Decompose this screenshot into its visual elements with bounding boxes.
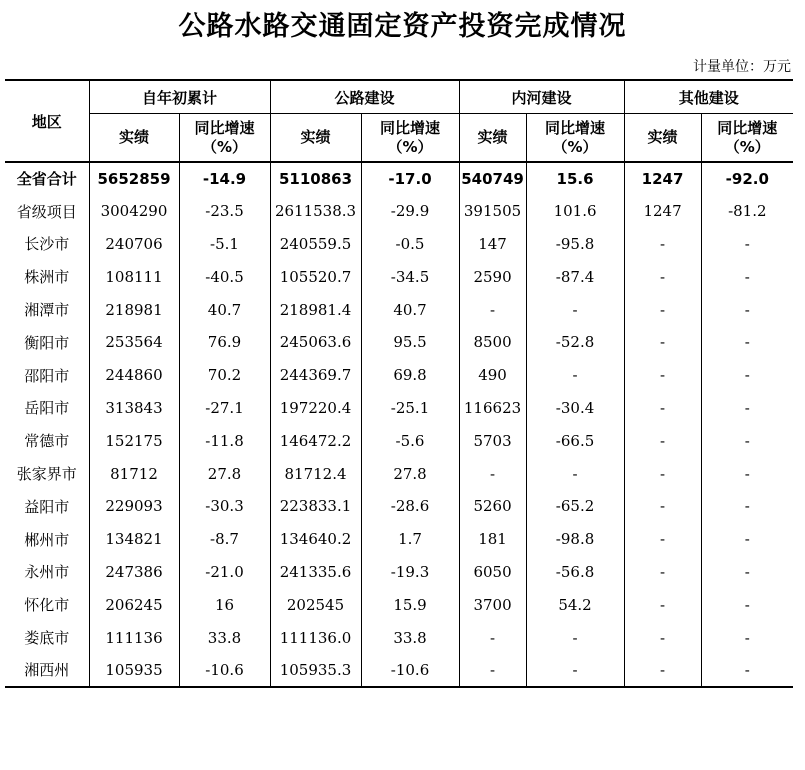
- region-cell: 益阳市: [24, 497, 70, 516]
- table-row: [5, 326, 793, 359]
- value-cell: -: [526, 654, 624, 687]
- header-growth-unit: （%）: [552, 137, 598, 156]
- table-row: [5, 523, 793, 556]
- value-cell: -11.8: [179, 424, 270, 457]
- table-row: [5, 260, 793, 293]
- investment-table: [5, 79, 793, 688]
- value-cell: 223833.1: [270, 490, 361, 523]
- value-cell: 240559.5: [270, 228, 361, 261]
- value-cell: 218981: [89, 293, 179, 326]
- header-group-other: 其他建设: [624, 80, 793, 114]
- header-growth: [361, 114, 459, 163]
- region-cell: 郴州市: [24, 530, 70, 549]
- value-cell: 16: [179, 588, 270, 621]
- value-cell: -: [624, 260, 701, 293]
- value-cell: -: [459, 457, 526, 490]
- value-cell: 40.7: [361, 293, 459, 326]
- header-actual: 实绩: [624, 114, 701, 163]
- value-cell: 1247: [624, 162, 701, 195]
- value-cell: -40.5: [179, 260, 270, 293]
- header-growth-unit: （%）: [201, 137, 248, 156]
- value-cell: 111136: [89, 621, 179, 654]
- value-cell: -30.4: [526, 392, 624, 425]
- value-cell: -28.6: [361, 490, 459, 523]
- table-row: [5, 556, 793, 589]
- value-cell: 81712.4: [270, 457, 361, 490]
- value-cell: 197220.4: [270, 392, 361, 425]
- value-cell: 101.6: [526, 195, 624, 228]
- value-cell: -: [701, 490, 793, 523]
- value-cell: -: [624, 326, 701, 359]
- region-cell: 湘西州: [24, 661, 70, 680]
- value-cell: -: [624, 490, 701, 523]
- value-cell: -: [624, 556, 701, 589]
- value-cell: -: [701, 523, 793, 556]
- value-cell: -: [701, 293, 793, 326]
- region-cell: 张家界市: [16, 465, 77, 484]
- value-cell: -30.3: [179, 490, 270, 523]
- header-growth: [526, 114, 624, 163]
- header-growth: [701, 114, 793, 163]
- value-cell: -: [624, 392, 701, 425]
- value-cell: 27.8: [361, 457, 459, 490]
- value-cell: -34.5: [361, 260, 459, 293]
- value-cell: 5260: [459, 490, 526, 523]
- value-cell: 5652859: [89, 162, 179, 195]
- header-growth-label: 同比增速: [380, 118, 441, 137]
- value-cell: 15.9: [361, 588, 459, 621]
- value-cell: -: [624, 359, 701, 392]
- value-cell: -: [701, 588, 793, 621]
- value-cell: -: [701, 359, 793, 392]
- header-actual: 实绩: [270, 114, 361, 163]
- header-actual: 实绩: [459, 114, 526, 163]
- value-cell: 105935: [89, 654, 179, 687]
- region-cell: 衡阳市: [24, 333, 70, 352]
- value-cell: 218981.4: [270, 293, 361, 326]
- header-group-highway: 公路建设: [270, 80, 459, 114]
- value-cell: 1247: [624, 195, 701, 228]
- value-cell: 152175: [89, 424, 179, 457]
- value-cell: -: [701, 457, 793, 490]
- value-cell: 241335.6: [270, 556, 361, 589]
- value-cell: -: [701, 424, 793, 457]
- value-cell: -: [624, 228, 701, 261]
- value-cell: -23.5: [179, 195, 270, 228]
- value-cell: 15.6: [526, 162, 624, 195]
- header-growth-unit: （%）: [724, 137, 770, 156]
- value-cell: 253564: [89, 326, 179, 359]
- value-cell: -: [624, 424, 701, 457]
- value-cell: -25.1: [361, 392, 459, 425]
- value-cell: -81.2: [701, 195, 793, 228]
- table-row: [5, 490, 793, 523]
- value-cell: 8500: [459, 326, 526, 359]
- table-row: [5, 228, 793, 261]
- value-cell: 244860: [89, 359, 179, 392]
- value-cell: -29.9: [361, 195, 459, 228]
- value-cell: -: [701, 654, 793, 687]
- table-row: [5, 195, 793, 228]
- region-cell: 全省合计: [16, 170, 77, 189]
- value-cell: -5.6: [361, 424, 459, 457]
- value-cell: -: [624, 457, 701, 490]
- value-cell: 1.7: [361, 523, 459, 556]
- value-cell: 5703: [459, 424, 526, 457]
- value-cell: 147: [459, 228, 526, 261]
- region-cell: 湘潭市: [24, 301, 70, 320]
- value-cell: -: [526, 293, 624, 326]
- value-cell: -87.4: [526, 260, 624, 293]
- value-cell: -: [701, 392, 793, 425]
- value-cell: 5110863: [270, 162, 361, 195]
- header-actual: 实绩: [89, 114, 179, 163]
- value-cell: -17.0: [361, 162, 459, 195]
- value-cell: 391505: [459, 195, 526, 228]
- value-cell: 33.8: [179, 621, 270, 654]
- value-cell: 33.8: [361, 621, 459, 654]
- region-cell: 怀化市: [24, 596, 70, 615]
- value-cell: -8.7: [179, 523, 270, 556]
- value-cell: 69.8: [361, 359, 459, 392]
- value-cell: -10.6: [361, 654, 459, 687]
- value-cell: -5.1: [179, 228, 270, 261]
- region-cell: 永州市: [24, 563, 70, 582]
- value-cell: -: [526, 621, 624, 654]
- value-cell: -: [624, 293, 701, 326]
- value-cell: -: [459, 621, 526, 654]
- value-cell: 40.7: [179, 293, 270, 326]
- table-row: [5, 359, 793, 392]
- value-cell: -0.5: [361, 228, 459, 261]
- value-cell: 490: [459, 359, 526, 392]
- value-cell: -56.8: [526, 556, 624, 589]
- value-cell: 181: [459, 523, 526, 556]
- region-cell: 邵阳市: [24, 366, 70, 385]
- value-cell: 540749: [459, 162, 526, 195]
- table-row: [5, 293, 793, 326]
- value-cell: -: [526, 359, 624, 392]
- value-cell: 6050: [459, 556, 526, 589]
- header-group-inland-waterway: 内河建设: [459, 80, 624, 114]
- header-growth-label: 同比增速: [545, 118, 606, 137]
- unit-label: 计量单位：万元: [693, 59, 791, 75]
- value-cell: 81712: [89, 457, 179, 490]
- table-row: [5, 162, 793, 195]
- table-row: [5, 457, 793, 490]
- value-cell: 313843: [89, 392, 179, 425]
- value-cell: -: [701, 621, 793, 654]
- value-cell: -92.0: [701, 162, 793, 195]
- value-cell: 245063.6: [270, 326, 361, 359]
- value-cell: -: [526, 457, 624, 490]
- header-growth-label: 同比增速: [194, 118, 255, 137]
- header-growth-unit: （%）: [387, 137, 433, 156]
- region-cell: 长沙市: [24, 235, 70, 254]
- value-cell: -66.5: [526, 424, 624, 457]
- value-cell: 105520.7: [270, 260, 361, 293]
- table-row: [5, 424, 793, 457]
- header-region: 地区: [5, 80, 89, 162]
- value-cell: -: [459, 293, 526, 326]
- value-cell: -10.6: [179, 654, 270, 687]
- value-cell: 229093: [89, 490, 179, 523]
- value-cell: -52.8: [526, 326, 624, 359]
- header-group-ytd: 自年初累计: [89, 80, 270, 114]
- value-cell: -21.0: [179, 556, 270, 589]
- value-cell: 3700: [459, 588, 526, 621]
- value-cell: -: [624, 654, 701, 687]
- value-cell: 2590: [459, 260, 526, 293]
- value-cell: 108111: [89, 260, 179, 293]
- header-growth: [179, 114, 270, 163]
- value-cell: 134821: [89, 523, 179, 556]
- region-cell: 株洲市: [24, 268, 70, 287]
- value-cell: -98.8: [526, 523, 624, 556]
- value-cell: -27.1: [179, 392, 270, 425]
- table-row: [5, 654, 793, 687]
- value-cell: -95.8: [526, 228, 624, 261]
- value-cell: -65.2: [526, 490, 624, 523]
- value-cell: 2611538.3: [270, 195, 361, 228]
- value-cell: -: [701, 228, 793, 261]
- value-cell: 244369.7: [270, 359, 361, 392]
- page-title: 公路水路交通固定资产投资完成情况: [178, 11, 627, 42]
- value-cell: 134640.2: [270, 523, 361, 556]
- value-cell: -: [701, 260, 793, 293]
- header-growth-label: 同比增速: [717, 118, 778, 137]
- region-cell: 省级项目: [16, 202, 77, 221]
- value-cell: -: [701, 326, 793, 359]
- value-cell: 27.8: [179, 457, 270, 490]
- value-cell: -: [701, 556, 793, 589]
- value-cell: -: [624, 588, 701, 621]
- region-cell: 常德市: [24, 432, 70, 451]
- value-cell: -: [624, 523, 701, 556]
- value-cell: 54.2: [526, 588, 624, 621]
- value-cell: -: [459, 654, 526, 687]
- region-cell: 岳阳市: [24, 399, 70, 418]
- value-cell: 70.2: [179, 359, 270, 392]
- value-cell: 206245: [89, 588, 179, 621]
- value-cell: 116623: [459, 392, 526, 425]
- value-cell: 95.5: [361, 326, 459, 359]
- value-cell: 111136.0: [270, 621, 361, 654]
- value-cell: 247386: [89, 556, 179, 589]
- region-cell: 娄底市: [24, 629, 70, 648]
- table-row: [5, 621, 793, 654]
- value-cell: 146472.2: [270, 424, 361, 457]
- table-row: [5, 588, 793, 621]
- value-cell: 202545: [270, 588, 361, 621]
- value-cell: -: [624, 621, 701, 654]
- value-cell: 76.9: [179, 326, 270, 359]
- value-cell: -19.3: [361, 556, 459, 589]
- value-cell: 3004290: [89, 195, 179, 228]
- table-row: [5, 392, 793, 425]
- value-cell: -14.9: [179, 162, 270, 195]
- value-cell: 105935.3: [270, 654, 361, 687]
- value-cell: 240706: [89, 228, 179, 261]
